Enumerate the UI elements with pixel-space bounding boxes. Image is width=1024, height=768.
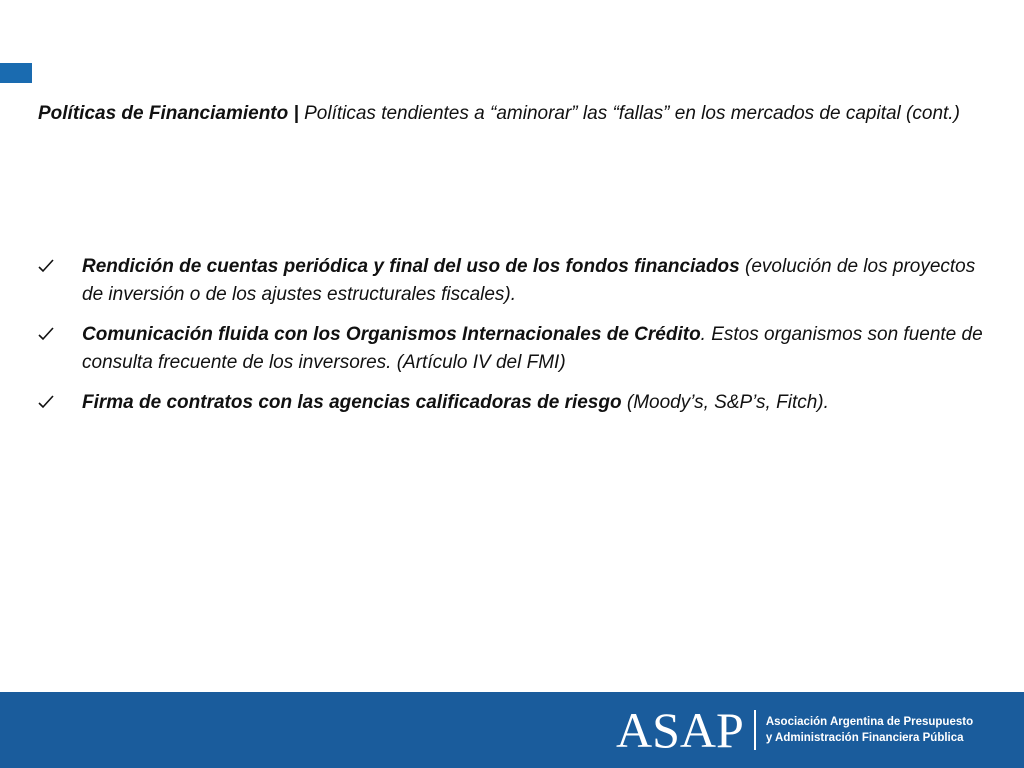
bullet-rest-text: (evolución de los proyectos de inversión o de los ajustes estructurales fiscales). bbox=[82, 256, 976, 305]
bullet-bold-text: Comunicación fluida con los Organismos Internacionales de Crédito bbox=[82, 324, 701, 345]
bullet-item bbox=[38, 321, 998, 377]
organization-name-line-2: y Administración Financiera Pública bbox=[765, 732, 964, 744]
bullet-rest-text: . Estos organismos son fuente de consulta frecuente de los inversores. (Artículo IV del FMI) bbox=[82, 324, 983, 373]
checkmark-icon bbox=[38, 253, 58, 281]
bullet-item bbox=[38, 389, 998, 417]
slide-title bbox=[38, 100, 988, 128]
organization-name-line-1: Asociación Argentina de Presupuesto bbox=[765, 716, 974, 728]
checkmark-icon bbox=[38, 389, 58, 417]
title-accent-block bbox=[0, 63, 32, 83]
asap-logo bbox=[616, 702, 974, 758]
bullet-list bbox=[38, 253, 998, 429]
logo-divider bbox=[754, 710, 756, 750]
checkmark-icon bbox=[38, 321, 58, 349]
slide-title-rest: Políticas tendientes a “aminorar” las “fallas” en los mercados de capital (cont.) bbox=[298, 103, 960, 124]
bullet-item bbox=[38, 253, 998, 309]
bullet-rest-text: (Moody’s, S&P’s, Fitch). bbox=[621, 392, 829, 413]
logo-wordmark: ASAP bbox=[616, 702, 744, 758]
bullet-bold-text: Firma de contratos con las agencias calificadoras de riesgo bbox=[82, 392, 622, 413]
slide-title-bold: Políticas de Financiamiento | bbox=[38, 103, 299, 124]
bullet-bold-text: Rendición de cuentas periódica y final del uso de los fondos financiados bbox=[82, 256, 740, 277]
organization-name bbox=[766, 714, 973, 746]
